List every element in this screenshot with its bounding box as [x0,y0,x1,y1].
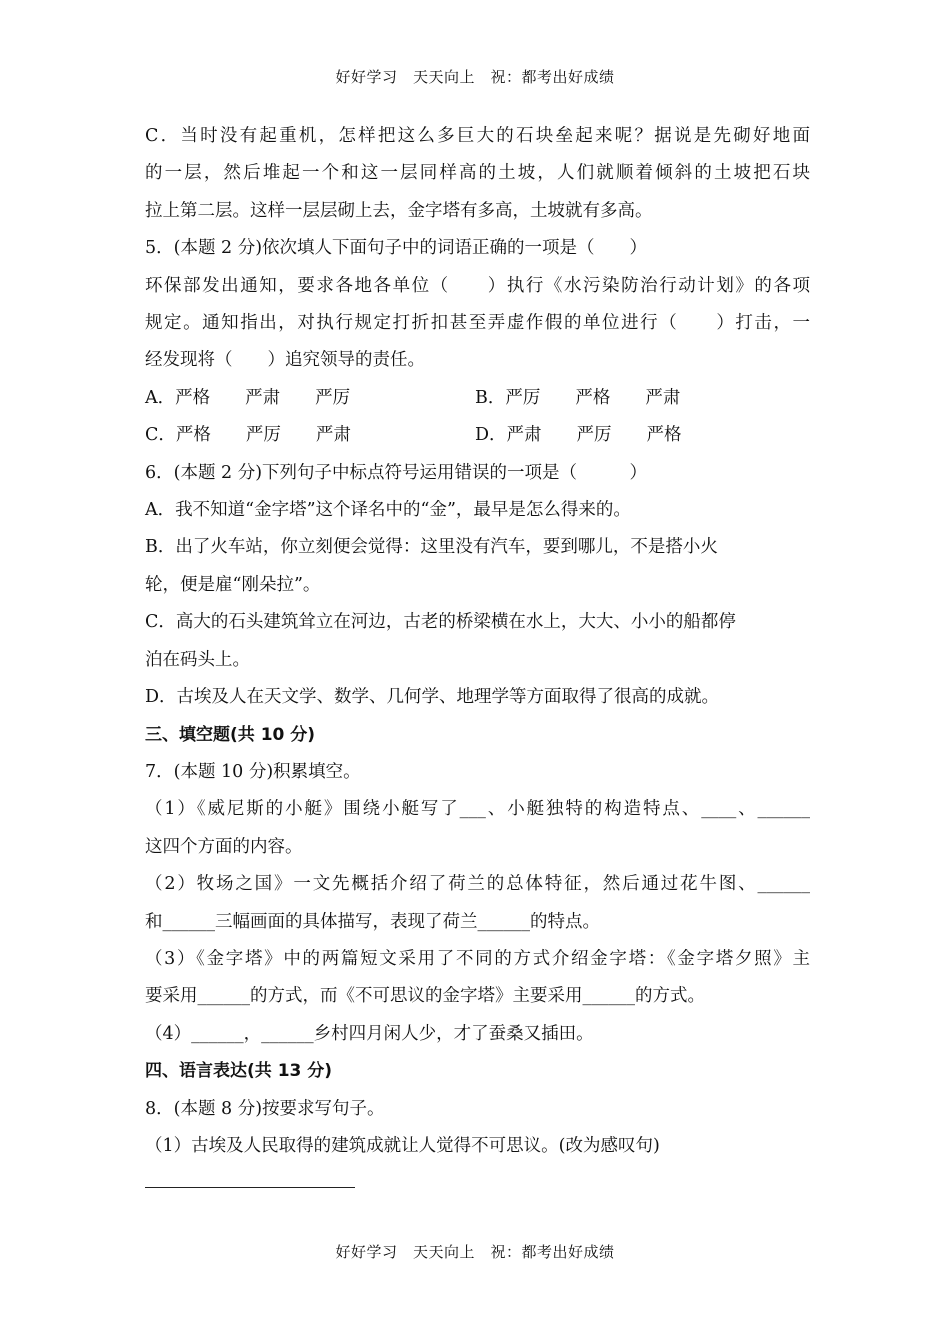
page-footer: 好好学习 天天向上 祝：都考出好成绩 [335,1243,615,1261]
q5-stem: 5．(本题 2 分)依次填人下面句子中的词语正确的一项是（ ） [145,238,648,259]
q6-option-d: D．古埃及人在天文学、数学、几何学、地理学等方面取得了很高的成就。 [145,687,720,708]
q7-stem: 7．(本题 10 分)积累填空。 [145,761,361,782]
q6-option-c-line1: C．高大的石头建筑耸立在河边，古老的桥梁横在水上，大大、小小的船都停 [145,612,736,633]
section-4-title: 四、语言表达(共 13 分) [145,1061,333,1082]
q5-option-c: C．严格 严厉 严肃 [145,425,351,446]
q7-part1-line2: 这四个方面的内容。 [145,836,303,857]
q8-stem: 8．(本题 8 分)按要求写句子。 [145,1098,385,1119]
page-header: 好好学习 天天向上 祝：都考出好成绩 [335,68,615,86]
q5-option-b: B．严厉 严格 严肃 [475,387,681,408]
q5-text-line2: 规定。通知指出，对执行规定打折扣甚至弄虚作假的单位进行（ ）打击，一 [145,313,810,334]
q6-option-b-line2: 轮，便是雇“刚朵拉”。 [145,574,321,595]
q7-part3-line2: 要采用______的方式，而《不可思议的金字塔》主要采用______的方式。 [145,986,705,1007]
q4-option-c-line2: 的一层，然后堆起一个和这一层同样高的土坡，人们就顺着倾斜的土坡把石块 [145,163,810,184]
q7-part3-line1: （3）《金字塔》中的两篇短文采用了不同的方式介绍金字塔：《金字塔夕照》主 [145,948,810,969]
exam-content [145,118,810,1165]
q5-text-line3: 经发现将（ ）追究领导的责任。 [145,350,425,371]
q6-option-a: A．我不知道“金字塔”这个译名中的“金”，最早是怎么得来的。 [145,500,631,521]
section-3-title: 三、填空题(共 10 分) [145,724,316,745]
q7-part2-line1: （2）牧场之国》一文先概括介绍了荷兰的总体特征，然后通过花牛图、______ [145,874,810,895]
q5-text-line1: 环保部发出通知，要求各地各单位（ ）执行《水污染防治行动计划》的各项 [145,275,810,296]
q6-stem: 6．(本题 2 分)下列句子中标点符号运用错误的一项是（ ） [145,462,648,483]
q5-option-d: D．严肃 严厉 严格 [475,425,682,446]
q7-part4: （4）______，______乡村四月闲人少，才了蚕桑又插田。 [145,1023,594,1044]
q4-option-c-line1: C．当时没有起重机，怎样把这么多巨大的石块垒起来呢？据说是先砌好地面 [145,126,810,146]
q5-options-row1 [145,380,810,417]
q5-options-row2 [145,417,810,454]
q8-part1: （1）古埃及人民取得的建筑成就让人觉得不可思议。(改为感叹句) [145,1135,660,1156]
answer-blank-line[interactable] [145,1187,355,1188]
q7-part1-line1: （1）《威尼斯的小艇》围绕小艇写了___、小艇独特的构造特点、____、______ [145,799,810,820]
q4-option-c-line3: 拉上第二层。这样一层层砌上去，金字塔有多高，土坡就有多高。 [145,200,653,221]
q6-option-b-line1: B．出了火车站，你立刻便会觉得：这里没有汽车，要到哪儿，不是搭小火 [145,537,718,558]
q6-option-c-line2: 泊在码头上。 [145,649,250,670]
q5-option-a: A．严格 严肃 严厉 [145,387,351,408]
q7-part2-line2: 和______三幅画面的具体描写，表现了荷兰______的特点。 [145,911,600,932]
